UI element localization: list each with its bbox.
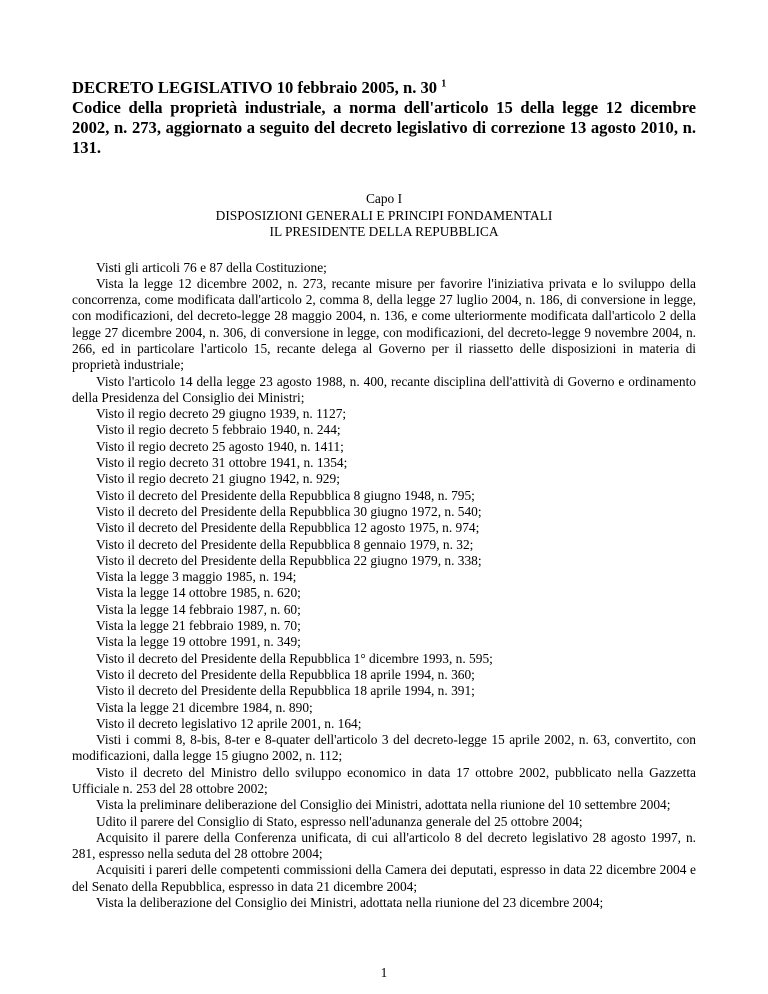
preamble-paragraph: Visto il decreto del Presidente della Repubblica 1° dicembre 1993, n. 595; [96, 650, 493, 666]
preamble-paragraph: Vista la legge 12 dicembre 2002, n. 273, recante misure per favorire l'iniziativa privata e lo sviluppo della concorrenza, come modificata dall'articolo 2, comma 8, della legge 27 luglio 2004, n. 186, di conversione in legge, con modificazioni, del decreto-legge 28 maggio 2004, n. 136, e come ulteriormente modificata dall'articolo 2 della legge 27 dicembre 2004, n. 306, di conversione in legge, con modificazioni, del decreto-legge 9 novembre 2004, n. 266, ed in particolare l'articolo 15, recante delega al Governo per il riassetto delle disposizioni in materia di proprietà industriale; [72, 275, 696, 373]
chapter-heading [72, 191, 696, 241]
preamble-paragraph: Visto il decreto del Ministro dello sviluppo economico in data 17 ottobre 2002, pubblicato nella Gazzetta Ufficiale n. 253 del 28 ottobre 2002; [72, 764, 696, 796]
preamble-paragraph: Visto il decreto del Presidente della Repubblica 8 gennaio 1979, n. 32; [96, 536, 474, 552]
document-page [72, 78, 696, 911]
preamble-paragraph: Vista la deliberazione del Consiglio dei Ministri, adottata nella riunione del 23 dicembre 2004; [96, 895, 604, 911]
preamble-paragraph: Visto il decreto del Presidente della Repubblica 12 agosto 1975, n. 974; [96, 520, 480, 536]
preamble-paragraph: Visto il decreto del Presidente della Repubblica 18 aprile 1994, n. 360; [96, 666, 475, 682]
preamble-paragraph: Visto il regio decreto 25 agosto 1940, n. 1411; [96, 438, 344, 454]
preamble-paragraph: Visto il decreto del Presidente della Repubblica 18 aprile 1994, n. 391; [96, 683, 475, 699]
document-title [72, 78, 696, 158]
preamble-body [72, 260, 696, 912]
decree-subtitle: Codice della proprietà industriale, a norma dell'articolo 15 della legge 12 dicembre 2002, n. 273, aggiornato a seguito del decreto legislativo di correzione 13 agosto 2010, n. 131. [72, 98, 696, 157]
preamble-paragraph: Visto il regio decreto 5 febbraio 1940, n. 244; [96, 422, 341, 438]
preamble-paragraph: Vista la preliminare deliberazione del Consiglio dei Ministri, adottata nella riunione del 10 settembre 2004; [96, 797, 671, 813]
preamble-paragraph: Vista la legge 21 dicembre 1984, n. 890; [96, 699, 313, 715]
preamble-paragraph: Visto il decreto del Presidente della Repubblica 8 giugno 1948, n. 795; [96, 487, 475, 503]
preamble-paragraph: Vista la legge 14 ottobre 1985, n. 620; [96, 585, 301, 601]
preamble-paragraph: Vista la legge 21 febbraio 1989, n. 70; [96, 618, 301, 634]
preamble-paragraph: Visto il decreto del Presidente della Repubblica 22 giugno 1979, n. 338; [96, 552, 482, 568]
decree-title: DECRETO LEGISLATIVO 10 febbraio 2005, n. 30 [72, 78, 438, 97]
chapter-number: Capo I [365, 191, 403, 206]
preamble-paragraph: Visto il decreto legislativo 12 aprile 2001, n. 164; [96, 715, 362, 731]
preamble-paragraph: Vista la legge 3 maggio 1985, n. 194; [96, 569, 297, 585]
preamble-paragraph: Udito il parere del Consiglio di Stato, espresso nell'adunanza generale del 25 ottobre 2004; [96, 813, 583, 829]
preamble-paragraph: Visti i commi 8, 8-bis, 8-ter e 8-quater dell'articolo 3 del decreto-legge 15 aprile 2002, n. 63, convertito, con modificazioni, dalla legge 15 giugno 2002, n. 112; [72, 732, 696, 764]
issuer-heading: IL PRESIDENTE DELLA REPUBBLICA [269, 224, 499, 239]
preamble-paragraph: Visto il regio decreto 29 giugno 1939, n. 1127; [96, 406, 347, 422]
preamble-paragraph: Visti gli articoli 76 e 87 della Costituzione; [96, 259, 327, 275]
preamble-paragraph: Visto l'articolo 14 della legge 23 agosto 1988, n. 400, recante disciplina dell'attività di Governo e ordinamento della Presidenza del Consiglio dei Ministri; [72, 373, 696, 405]
preamble-paragraph: Vista la legge 14 febbraio 1987, n. 60; [96, 601, 301, 617]
preamble-paragraph: Visto il regio decreto 21 giugno 1942, n. 929; [96, 471, 340, 487]
preamble-paragraph: Vista la legge 19 ottobre 1991, n. 349; [96, 634, 301, 650]
preamble-paragraph: Acquisiti i pareri delle competenti commissioni della Camera dei deputati, espresso in data 22 dicembre 2004 e del Senato della Repubblica, espresso in data 21 dicembre 2004; [72, 862, 696, 894]
chapter-title: DISPOSIZIONI GENERALI E PRINCIPI FONDAMENTALI [215, 207, 553, 223]
footnote-reference[interactable]: 1 [441, 78, 447, 90]
preamble-paragraph: Visto il regio decreto 31 ottobre 1941, n. 1354; [96, 455, 348, 471]
page-number: 1 [380, 965, 388, 980]
preamble-paragraph: Visto il decreto del Presidente della Repubblica 30 giugno 1972, n. 540; [96, 503, 482, 519]
preamble-paragraph: Acquisito il parere della Conferenza unificata, di cui all'articolo 8 del decreto legislativo 28 agosto 1997, n. 281, espresso nella seduta del 28 ottobre 2004; [72, 829, 696, 862]
